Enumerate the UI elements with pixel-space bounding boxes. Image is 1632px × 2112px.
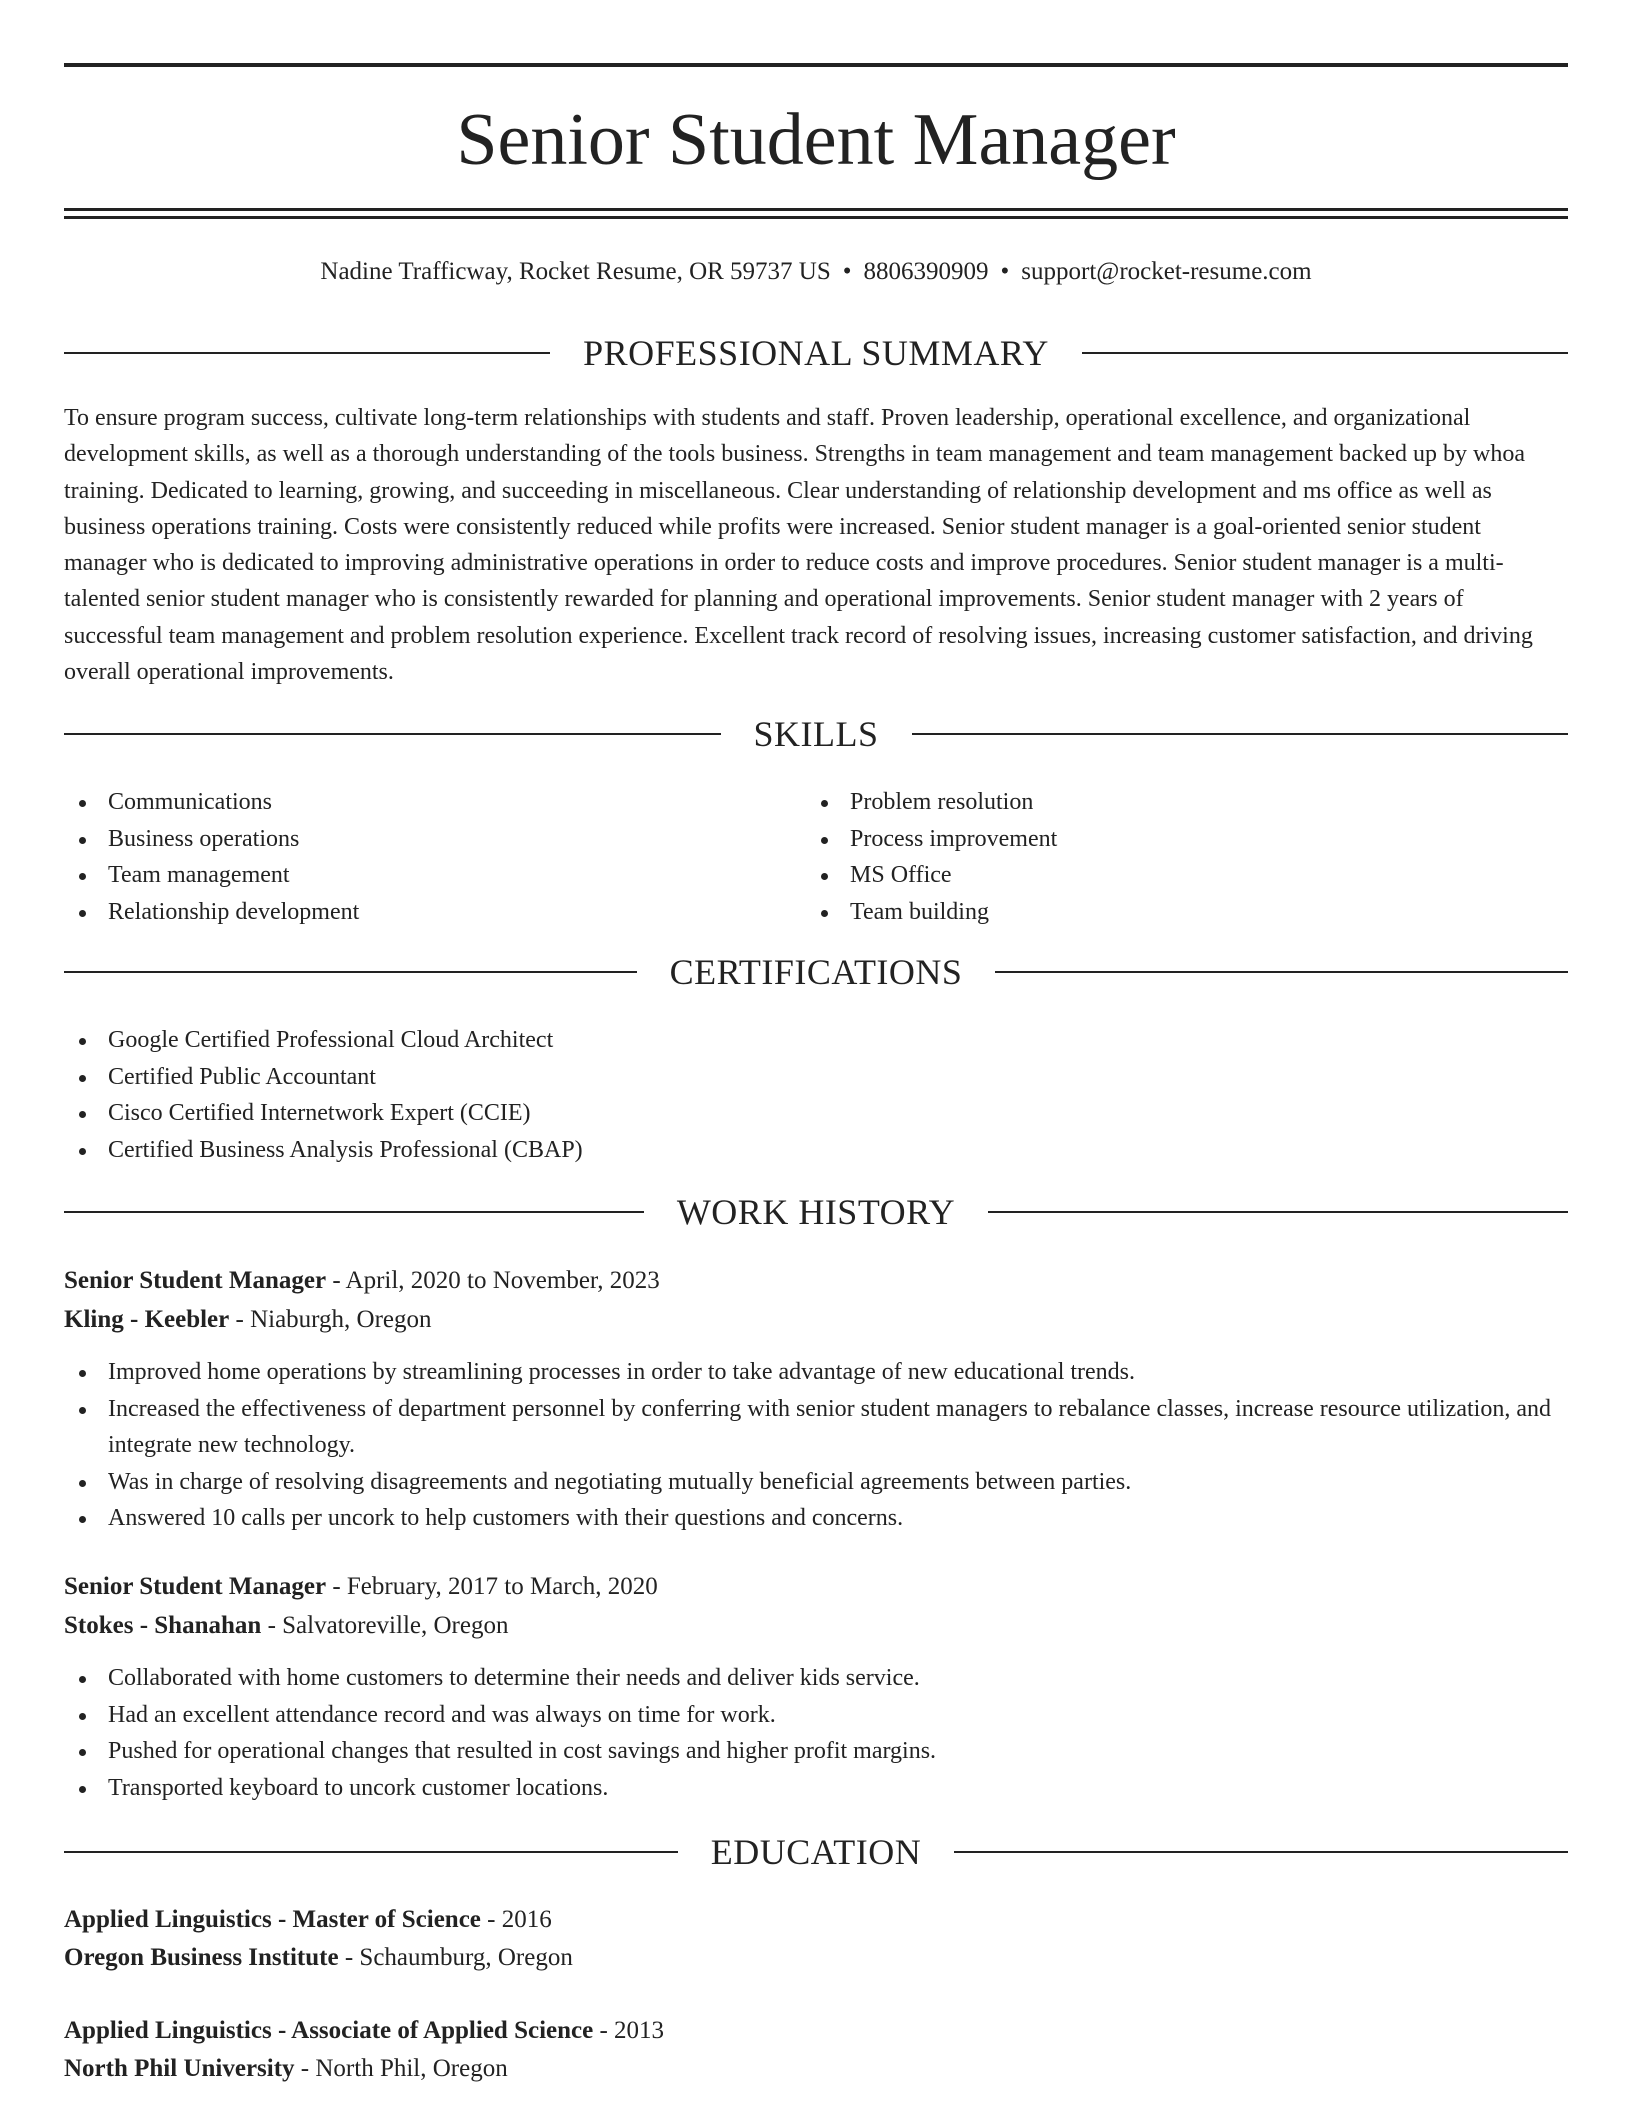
education-school-line — [64, 2051, 1568, 2087]
education-heading-label: EDUCATION — [710, 1832, 922, 1872]
education-school-line — [64, 1940, 1568, 1976]
job-title-line — [64, 1263, 1568, 1299]
contact-separator: • — [842, 258, 852, 285]
contact-line — [64, 254, 1568, 290]
certification-item: Certified Public Accountant — [64, 1059, 1568, 1096]
job-bullet: Collaborated with home customers to determine their needs and deliver kids service. — [64, 1660, 1568, 1697]
certification-item: Cisco Certified Internetwork Expert (CCIE) — [64, 1095, 1568, 1132]
heading-rule — [995, 971, 1568, 973]
education-location: Schaumburg, Oregon — [359, 1944, 573, 1971]
contact-address: Nadine Trafficway, Rocket Resume, OR 59737 US — [320, 258, 831, 285]
education-degree: Applied Linguistics - Master of Science — [64, 1906, 481, 1933]
skill-item: MS Office — [806, 857, 1526, 894]
contact-email: support@rocket-resume.com — [1021, 258, 1312, 285]
dash: - — [326, 1573, 347, 1600]
dash: - — [326, 1267, 346, 1294]
dash: - — [338, 1944, 360, 1971]
job-company-line — [64, 1302, 1568, 1338]
job-bullet: Improved home operations by streamlining processes in order to take advantage of new educational trends. — [64, 1354, 1568, 1391]
work-history-heading-label: WORK HISTORY — [676, 1192, 956, 1232]
skills-list-left — [64, 784, 784, 930]
job-company-line — [64, 1608, 1568, 1644]
dash: - — [261, 1612, 283, 1639]
skill-item: Relationship development — [64, 894, 784, 931]
job-bullets — [64, 1660, 1568, 1806]
dash: - — [294, 2055, 316, 2082]
job-bullet: Increased the effectiveness of department personnel by conferring with senior student managers to rebalance classes, increase resource utilization, and integrate new technology. — [64, 1391, 1568, 1464]
education-degree: Applied Linguistics - Associate of Applied Science — [64, 2017, 594, 2044]
contact-separator: • — [1000, 258, 1010, 285]
job-location: Salvatoreville, Oregon — [282, 1612, 509, 1639]
education-school: Oregon Business Institute — [64, 1944, 339, 1971]
job-bullets — [64, 1354, 1568, 1537]
certification-item: Google Certified Professional Cloud Architect — [64, 1022, 1568, 1059]
job-title: Senior Student Manager — [64, 1573, 327, 1600]
skills-heading-label: SKILLS — [753, 714, 879, 754]
summary-heading — [64, 331, 1568, 375]
certifications-heading — [64, 950, 1568, 994]
skill-item: Problem resolution — [806, 784, 1526, 821]
education-location: North Phil, Oregon — [315, 2055, 508, 2082]
heading-rule — [64, 1211, 644, 1213]
job-dates: April, 2020 to November, 2023 — [345, 1267, 660, 1294]
skill-item: Communications — [64, 784, 784, 821]
job-dates: February, 2017 to March, 2020 — [346, 1573, 658, 1600]
skill-item: Team building — [806, 894, 1526, 931]
education-heading — [64, 1830, 1568, 1874]
dash: - — [480, 1906, 502, 1933]
job-bullet: Transported keyboard to uncork customer locations. — [64, 1770, 1568, 1807]
certifications-heading-label: CERTIFICATIONS — [669, 952, 963, 992]
work-history-heading — [64, 1190, 1568, 1234]
job-location: Niaburgh, Oregon — [250, 1306, 432, 1333]
skill-item: Business operations — [64, 821, 784, 858]
education-year: 2013 — [614, 2017, 665, 2044]
summary-heading-label: PROFESSIONAL SUMMARY — [583, 333, 1049, 373]
title-rule-upper — [64, 208, 1568, 211]
dash: - — [593, 2017, 615, 2044]
job-company: Stokes - Shanahan — [64, 1612, 262, 1639]
heading-rule — [64, 1851, 678, 1853]
resume-title: Senior Student Manager — [456, 99, 1176, 181]
heading-rule — [64, 971, 637, 973]
job-bullet: Was in charge of resolving disagreements and negotiating mutually beneficial agreements between parties. — [64, 1464, 1568, 1501]
heading-rule — [64, 352, 550, 354]
skills-list-right — [806, 784, 1526, 930]
education-degree-line — [64, 2013, 1568, 2049]
heading-rule — [64, 733, 721, 735]
summary-text: To ensure program success, cultivate long-term relationships with students and staff. Proven leadership, operational excellence, and organizational development skills, as well as a thorough understanding of the tools business. Strengths in team management and team management backed up by whoa training. Dedicated to learning, growing, and succeeding in miscellaneous. Clear understanding of relationship development and ms office as well as business operations training. Costs were consistently reduced while profits were increased. Senior student manager is a goal-oriented senior student manager who is dedicated to improving administrative operations in order to reduce costs and improve procedures. Senior student manager is a multi-talented senior student manager who is consistently rewarded for planning and operational improvements. Senior student manager with 2 years of successful team management and problem resolution experience. Excellent track record of resolving issues, increasing customer satisfaction, and driving overall operational improvements. — [64, 405, 1533, 686]
skills-heading — [64, 712, 1568, 756]
heading-rule — [988, 1211, 1568, 1213]
education-degree-line — [64, 1902, 1568, 1938]
skill-item: Process improvement — [806, 821, 1526, 858]
job-bullet: Had an excellent attendance record and was always on time for work. — [64, 1697, 1568, 1734]
certifications-list — [64, 1022, 1568, 1168]
certification-item: Certified Business Analysis Professional (CBAP) — [64, 1132, 1568, 1169]
title-rule-lower — [64, 216, 1568, 219]
heading-rule — [1082, 352, 1568, 354]
top-rule — [64, 63, 1568, 67]
heading-rule — [954, 1851, 1568, 1853]
dash: - — [229, 1306, 251, 1333]
job-title-line — [64, 1569, 1568, 1605]
job-company: Kling - Keebler — [64, 1306, 230, 1333]
job-bullet: Answered 10 calls per uncork to help customers with their questions and concerns. — [64, 1500, 1568, 1537]
job-title: Senior Student Manager — [64, 1267, 327, 1294]
skill-item: Team management — [64, 857, 784, 894]
education-school: North Phil University — [64, 2055, 295, 2082]
education-year: 2016 — [501, 1906, 552, 1933]
heading-rule — [912, 733, 1569, 735]
contact-phone: 8806390909 — [863, 258, 989, 285]
job-bullet: Pushed for operational changes that resulted in cost savings and higher profit margins. — [64, 1733, 1568, 1770]
